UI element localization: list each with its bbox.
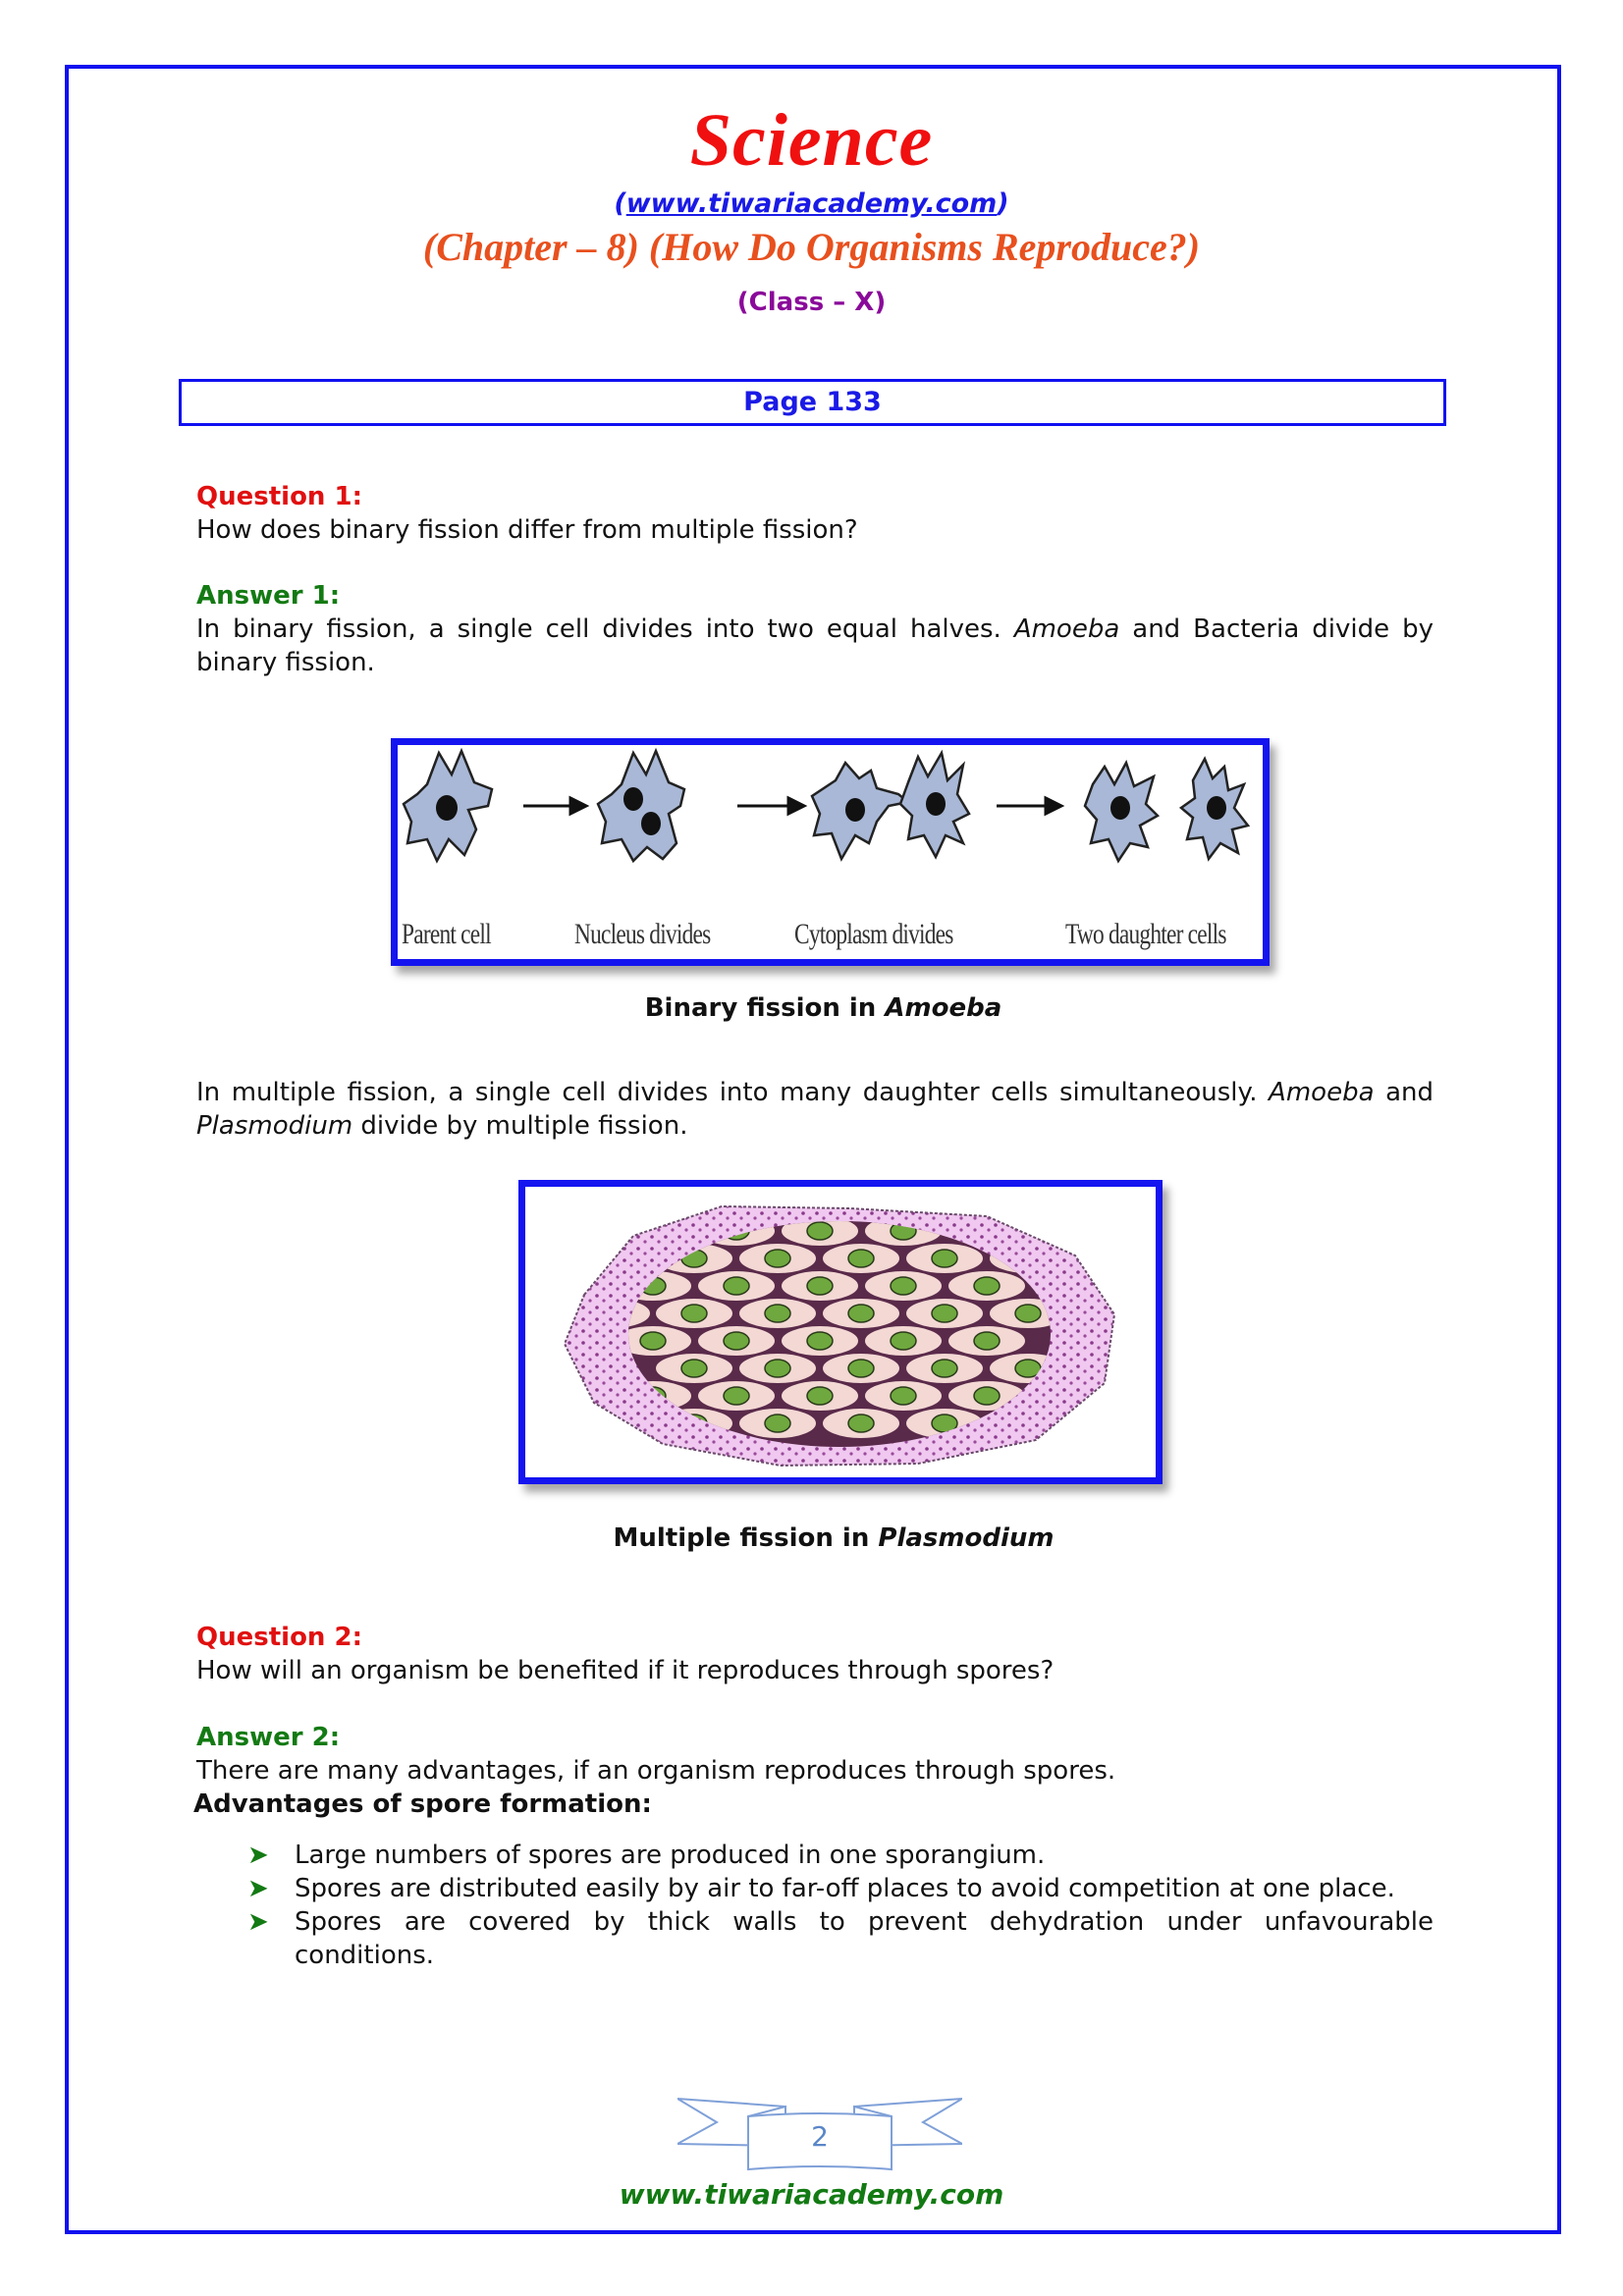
- stage-label-two-daughter-cells: Two daughter cells: [1065, 918, 1226, 950]
- list-item: [196, 1905, 1434, 1972]
- caption-text: Multiple fission in: [613, 1523, 879, 1553]
- question-1: [196, 480, 1434, 547]
- answer-2: [193, 1721, 1434, 1972]
- caption-italic-term: Amoeba: [885, 993, 1002, 1023]
- list-item: [196, 1872, 1434, 1905]
- arrow-bullet-icon: ➤: [247, 1874, 269, 1903]
- stage-label-nucleus-divides: Nucleus divides: [574, 918, 711, 950]
- chapter-title: (Chapter – 8) (How Do Organisms Reproduce?): [422, 225, 1201, 269]
- caption-text: Binary fission in: [644, 993, 886, 1023]
- question-1-label: Question 1:: [196, 482, 362, 511]
- subject-title: Science: [689, 99, 934, 182]
- list-item-text: Spores are distributed easily by air to far-off places to avoid competition at one place.: [295, 1874, 1395, 1903]
- url-paren-close: ): [997, 188, 1009, 219]
- multiple-fission-paragraph: [196, 1076, 1434, 1143]
- arrow-bullet-icon: ➤: [247, 1841, 269, 1870]
- answer-1: [196, 579, 1434, 679]
- list-item-text: Spores are covered by thick walls to prevent dehydration under unfavourable conditions.: [295, 1907, 1434, 1970]
- question-2-text: How will an organism be benefited if it reproduces through spores?: [196, 1656, 1055, 1685]
- answer-1-text-part: and Bacteria divide by binary fission.: [196, 614, 1434, 677]
- paragraph-text: In multiple fission, a single cell divides into many daughter cells simultaneously.: [196, 1078, 1270, 1107]
- paragraph-text: divide by multiple fission.: [352, 1111, 688, 1141]
- question-2-label: Question 2:: [196, 1623, 362, 1652]
- answer-1-text-part: In binary fission, a single cell divides into two equal halves.: [196, 614, 1014, 644]
- italic-term-amoeba: Amoeba: [1269, 1078, 1375, 1107]
- page-number-box: Page 133: [179, 379, 1446, 426]
- header-url-link[interactable]: www.tiwariacademy.com: [625, 188, 998, 219]
- list-item: [196, 1839, 1434, 1872]
- paragraph-text: and: [1374, 1078, 1434, 1107]
- binary-fission-figure: [391, 738, 1270, 966]
- caption-italic-term: Plasmodium: [878, 1523, 1055, 1553]
- question-1-text: How does binary fission differ from multiple fission?: [196, 515, 858, 545]
- answer-2-label: Answer 2:: [196, 1723, 341, 1752]
- url-paren-open: (: [614, 188, 626, 219]
- advantages-subheading: Advantages of spore formation:: [193, 1789, 652, 1819]
- multiple-fission-figure: [518, 1180, 1163, 1484]
- answer-2-text: There are many advantages, if an organism reproduces through spores.: [196, 1756, 1116, 1786]
- class-label: (Class – X): [736, 288, 887, 317]
- arrow-bullet-icon: ➤: [247, 1907, 269, 1937]
- stage-label-parent-cell: Parent cell: [402, 918, 491, 950]
- plasmodium-multiple-fission-illustration: [525, 1187, 1156, 1477]
- header-url-line: [0, 187, 1623, 222]
- multiple-fission-caption: [518, 1522, 1149, 1555]
- italic-term-plasmodium: Plasmodium: [196, 1111, 353, 1141]
- footer-url-link[interactable]: www.tiwariacademy.com: [619, 2178, 1004, 2211]
- answer-1-label: Answer 1:: [196, 581, 341, 611]
- list-item-text: Large numbers of spores are produced in one sporangium.: [295, 1841, 1046, 1870]
- page-number: 2: [811, 2120, 829, 2153]
- stage-label-cytoplasm-divides: Cytoplasm divides: [794, 918, 953, 950]
- binary-fission-caption: [391, 991, 1256, 1025]
- advantages-list: [196, 1839, 1434, 1972]
- answer-1-italic-term: Amoeba: [1013, 614, 1120, 644]
- question-2: [196, 1621, 1434, 1687]
- answer-1-text: [196, 613, 1434, 679]
